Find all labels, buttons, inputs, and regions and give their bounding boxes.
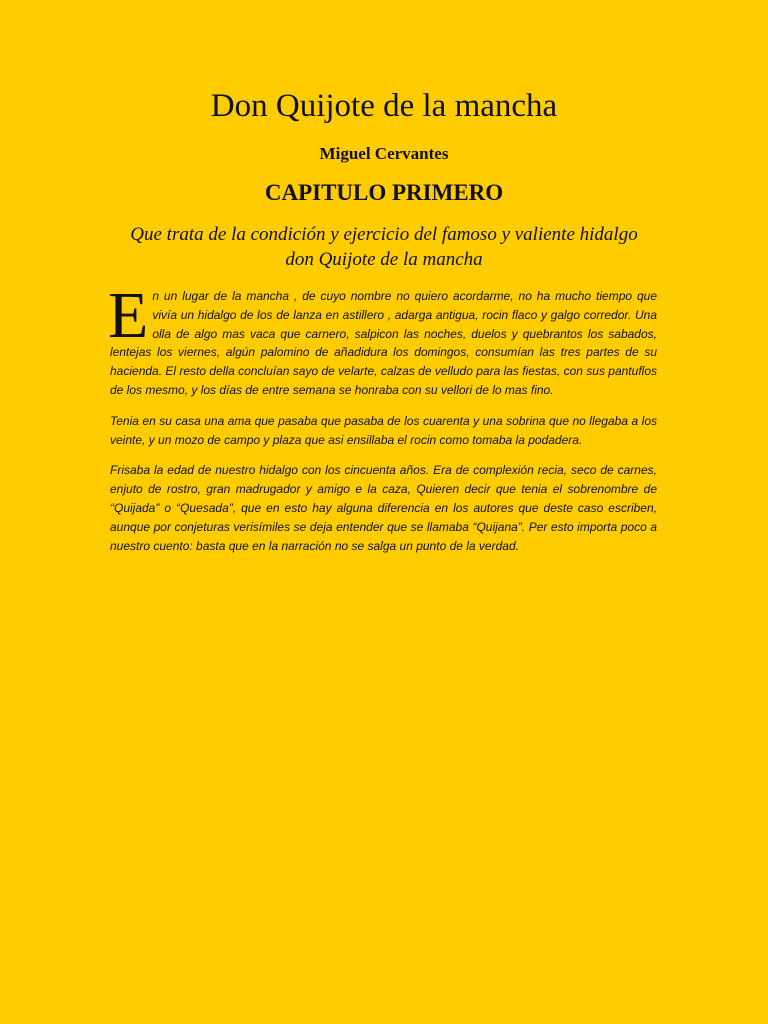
paragraph-3: Frisaba la edad de nuestro hidalgo con los cincuenta años. Era de complexión recia, seco de carnes, enjuto de rostro, gran madrugador y amigo e la caza, Quieren decir que tenia el sobrenombre de “Quijada” o “Quesada”, que en esto hay alguna diferencia en los autores que deste caso escriben, aunque por conjeturas verisímiles se deja entender que se llamaba “Quijana”. Per esto importa poco a nuestro cuento: basta que en la narración no se salga un punto de la verdad. xyxy=(110,463,657,553)
drop-cap: E xyxy=(108,279,149,352)
body-text xyxy=(108,279,657,567)
paragraph-1 xyxy=(108,279,657,400)
author-name: Miguel Cervantes xyxy=(319,144,449,163)
document-title: Don Quijote de la mancha xyxy=(210,88,558,124)
paragraph-2: Tenia en su casa una ama que pasaba que pasaba de los cuarenta y una sobrina que no llegaba a los veinte, y un mozo de campo y plaza que asi ensillaba el rocin como tomaba la podadera. xyxy=(110,413,657,447)
chapter-subtitle: Que trata de la condición y ejercicio del famoso y valiente hidalgo don Quijote de la mancha xyxy=(130,224,638,270)
chapter-heading: CAPITULO PRIMERO xyxy=(264,180,504,205)
paragraph-1-text: n un lugar de la mancha , de cuyo nombre no quiero acordarme, no ha mucho tiempo que vivía un hidalgo de los de lanza en astillero , adarga antigua, rocin flaco y galgo corredor. Una olla de algo mas vaca que carnero, salpicon las noches, duelos y quebrantos los sabados, lentejas los viernes, algún palomino de añadidura los domingos, consumían las tres partes de su hacienda. El resto della concluían sayo de velarte, calzas de velludo para las fiestas, con sus pantuflos de los mesmo, y los días de entre semana se honraba con su vellori de lo mas fino. xyxy=(110,289,657,397)
